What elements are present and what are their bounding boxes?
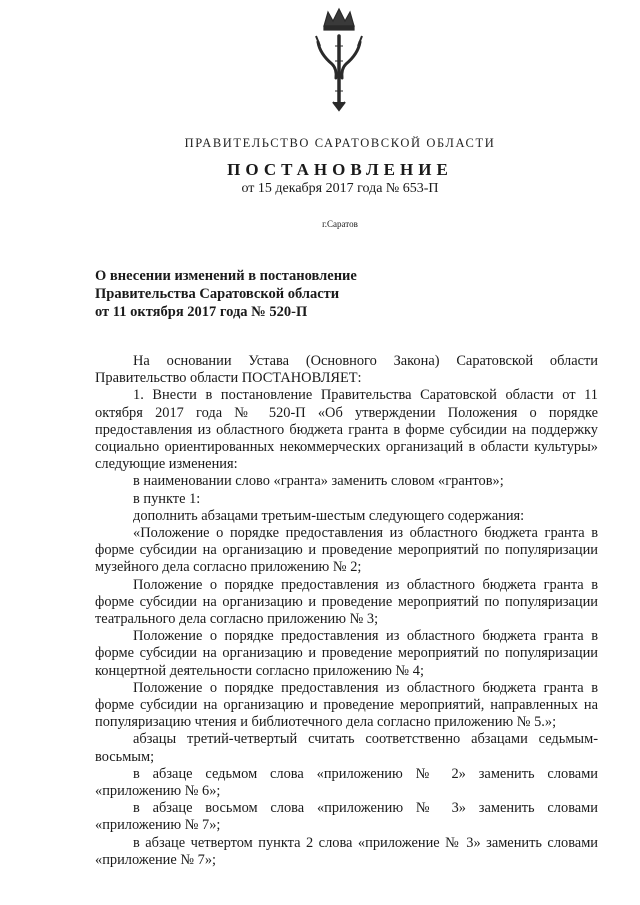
document-date-number: от 15 декабря 2017 года № 653-П [241, 181, 439, 196]
body-paragraph: На основании Устава (Основного Закона) Саратовской области Правительство области ПОСТАНОВЛЯЕТ: [95, 353, 598, 387]
body-paragraph: в абзаце четвертом пункта 2 слова «приложение № 3» заменить словами «приложение № 7»; [95, 834, 598, 868]
body-paragraph: в абзаце седьмом слова «приложению № 2» заменить словами «приложению № 6»; [95, 765, 598, 800]
body-paragraph: в наименовании слово «гранта» заменить словом «грантов»; [133, 473, 504, 490]
document-kind-title: ПОСТАНОВЛЕНИЕ [227, 160, 453, 179]
body-paragraph: «Положение о порядке предоставления из областного бюджета гранта в форме субсидии на организацию и проведение мероприятий по популяризации музейного дела согласно приложению № 2; [95, 525, 598, 576]
document-body [95, 353, 598, 869]
body-paragraph: Положение о порядке предоставления из областного бюджета гранта в форме субсидии на организацию и проведение мероприятий по популяризации театрального дела согласно приложению № 3; [95, 576, 598, 628]
body-paragraph: 1. Внести в постановление Правительства Саратовской области от 11 октября 2017 года № 520-П «Об утверждении Положения о порядке предоставления из областного бюджета гранта в форме субсидии на поддержку социально ориентированных некоммерческих организаций в области культуры» следующие изменения: [95, 387, 598, 473]
coat-of-arms-emblem-icon [310, 6, 368, 114]
body-paragraph: Положение о порядке предоставления из областного бюджета гранта в форме субсидии на организацию и проведение мероприятий, направленных на популяризацию чтения и библиотечного дела согласно приложению № 5.»; [95, 679, 598, 731]
subject-line: от 11 октября 2017 года № 520-П [95, 304, 308, 320]
body-paragraph: дополнить абзацами третьим-шестым следующего содержания: [133, 507, 525, 524]
document-subject [95, 267, 415, 321]
body-paragraph: Положение о порядке предоставления из областного бюджета гранта в форме субсидии на организацию и проведение мероприятий по популяризации концертной деятельности согласно приложению № 4; [95, 628, 598, 679]
subject-line: Правительства Саратовской области [95, 286, 340, 302]
government-name: ПРАВИТЕЛЬСТВО САРАТОВСКОЙ ОБЛАСТИ [184, 136, 496, 150]
body-paragraph: в пункте 1: [133, 490, 201, 507]
body-paragraph: абзацы третий-четвертый считать соответственно абзацами седьмым-восьмым; [95, 731, 598, 765]
body-paragraph: в абзаце восьмом слова «приложению № 3» заменить словами «приложению № 7»; [95, 800, 598, 834]
document-city: г.Саратов [322, 219, 358, 229]
subject-line: О внесении изменений в постановление [95, 268, 357, 284]
